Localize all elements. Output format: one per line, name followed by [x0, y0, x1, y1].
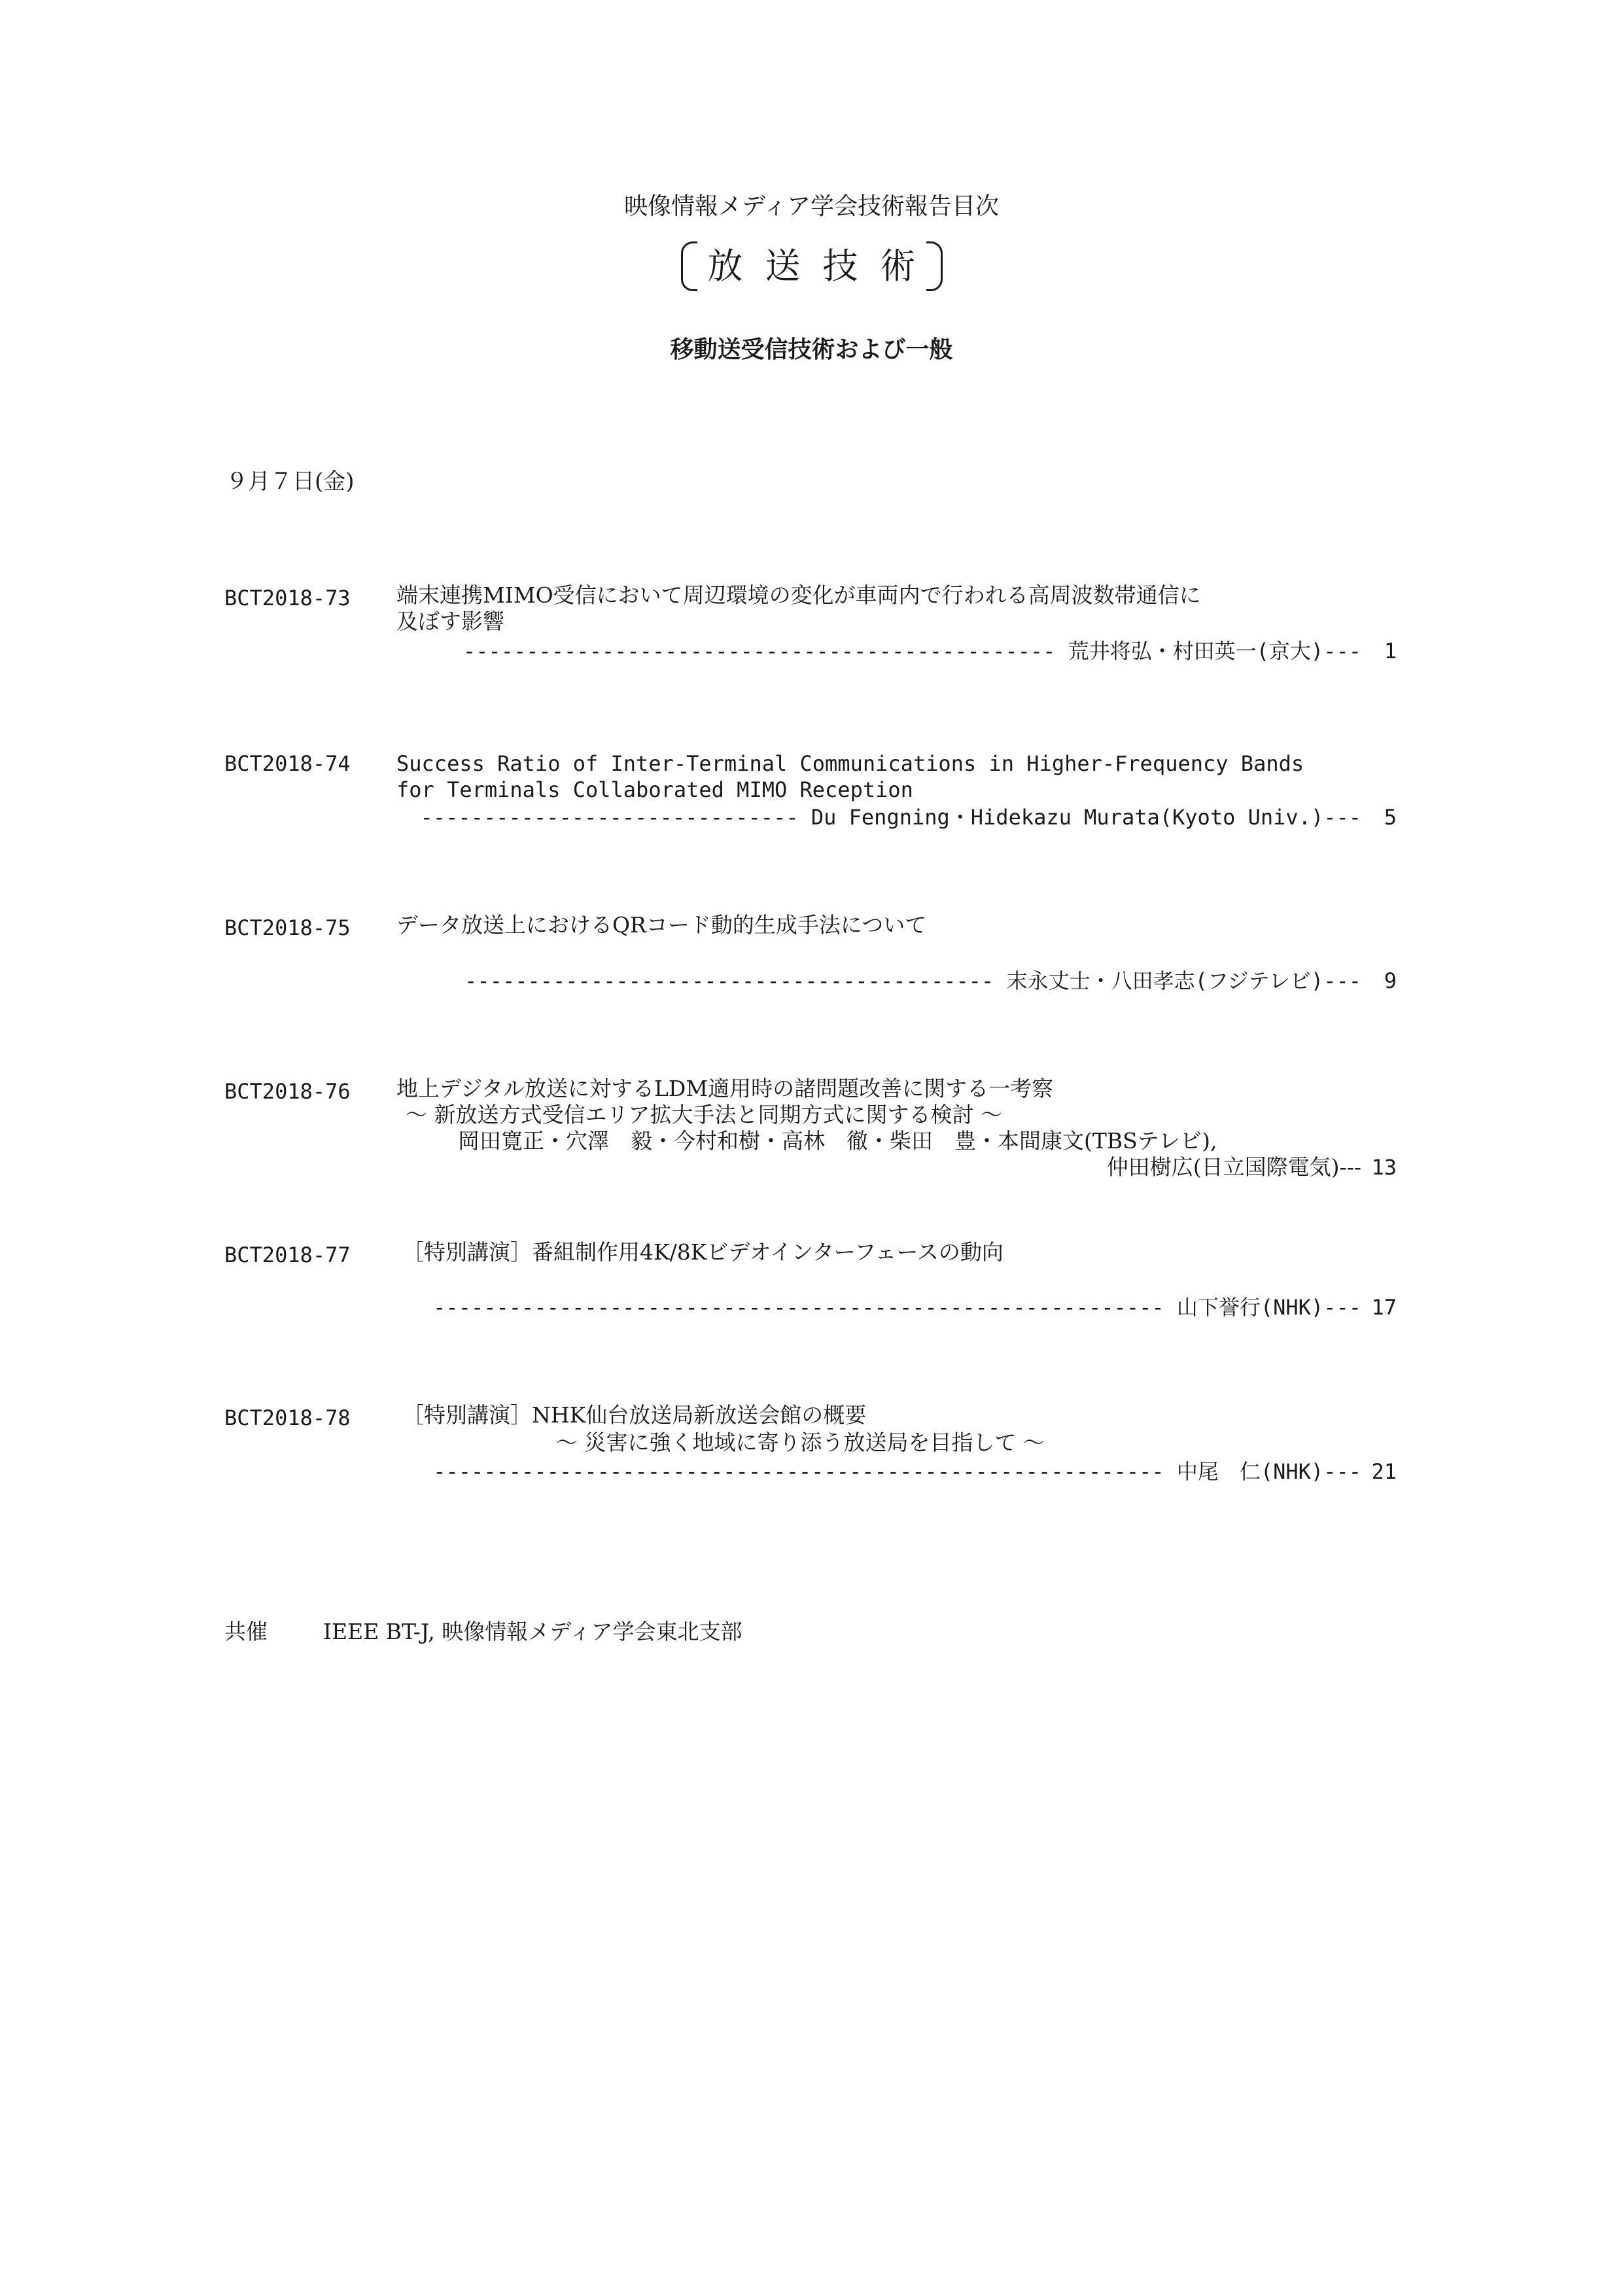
entry-page-number: 13	[1371, 1155, 1397, 1180]
entry-id: BCT2018-73	[224, 586, 351, 610]
entry-authors: ---------------------------------------------------------- 山下誉行(NHK)---	[433, 1295, 1361, 1320]
session-title: 移動送受信技術および一般	[670, 336, 953, 363]
entry-authors: ------------------------------ Du Fengning・Hidekazu Murata(Kyoto Univ.)---	[420, 805, 1361, 830]
sponsor-text: IEEE BT-J, 映像情報メディア学会東北支部	[323, 1619, 742, 1644]
report-header-title: 映像情報メディア学会技術報告目次	[623, 193, 1000, 220]
entry-title-line1: 地上デジタル放送に対するLDM適用時の諸問題改善に関する一考察	[396, 1076, 1054, 1101]
entry-authors: 岡田寛正・穴澤 毅・今村和樹・高林 徹・柴田 豊・本間康文(TBSテレビ),	[458, 1128, 1217, 1154]
entry-authors: ---------------------------------------------------------- 中尾 仁(NHK)---	[433, 1459, 1361, 1484]
right-bracket-icon	[926, 241, 943, 291]
entry-title-line1: ［特別講演］番組制作用4K/8Kビデオインターフェースの動向	[402, 1239, 1003, 1265]
entry-id: BCT2018-78	[224, 1405, 351, 1430]
entry-authors-continued: 仲田樹広(日立国際電気)---	[1106, 1154, 1361, 1180]
entry-page-number: 17	[1371, 1295, 1397, 1320]
entry-title-line1: 端末連携MIMO受信において周辺環境の変化が車両内で行われる高周波数帯通信に	[396, 582, 1201, 608]
entry-title-line1: ［特別講演］NHK仙台放送局新放送会館の概要	[402, 1402, 867, 1428]
entry-title-line1: データ放送上におけるQRコード動的生成手法について	[396, 912, 927, 938]
entry-subtitle: ～ 新放送方式受信エリア拡大手法と同期方式に関する検討 ～	[406, 1102, 1002, 1127]
category-label: 放送技術	[707, 245, 938, 287]
sponsor-label: 共催	[224, 1619, 268, 1644]
entry-authors: ----------------------------------------------- 荒井将弘・村田英一(京大)---	[462, 639, 1361, 663]
session-date: ９月７日(金)	[226, 468, 355, 495]
entry-title-line1: Success Ratio of Inter-Terminal Communications in Higher-Frequency Bands	[396, 751, 1304, 776]
entry-subtitle: ～ 災害に強く地域に寄り添う放送局を目指して ～	[556, 1430, 1045, 1455]
entry-title-line2: for Terminals Collaborated MIMO Reception	[396, 777, 913, 802]
entry-page-number: 1	[1384, 639, 1397, 663]
entry-title-line2: 及ぼす影響	[396, 609, 504, 634]
entry-id: BCT2018-77	[224, 1243, 351, 1267]
entry-id: BCT2018-75	[224, 915, 351, 940]
entry-id: BCT2018-74	[224, 751, 351, 776]
entry-id: BCT2018-76	[224, 1079, 351, 1104]
left-bracket-icon	[681, 241, 697, 291]
entry-page-number: 21	[1371, 1459, 1397, 1484]
entry-page-number: 9	[1384, 968, 1397, 993]
entry-authors: ------------------------------------------ 末永丈士・八田孝志(フジテレビ)---	[464, 968, 1361, 993]
entry-page-number: 5	[1384, 805, 1397, 830]
category-heading	[0, 241, 1623, 291]
